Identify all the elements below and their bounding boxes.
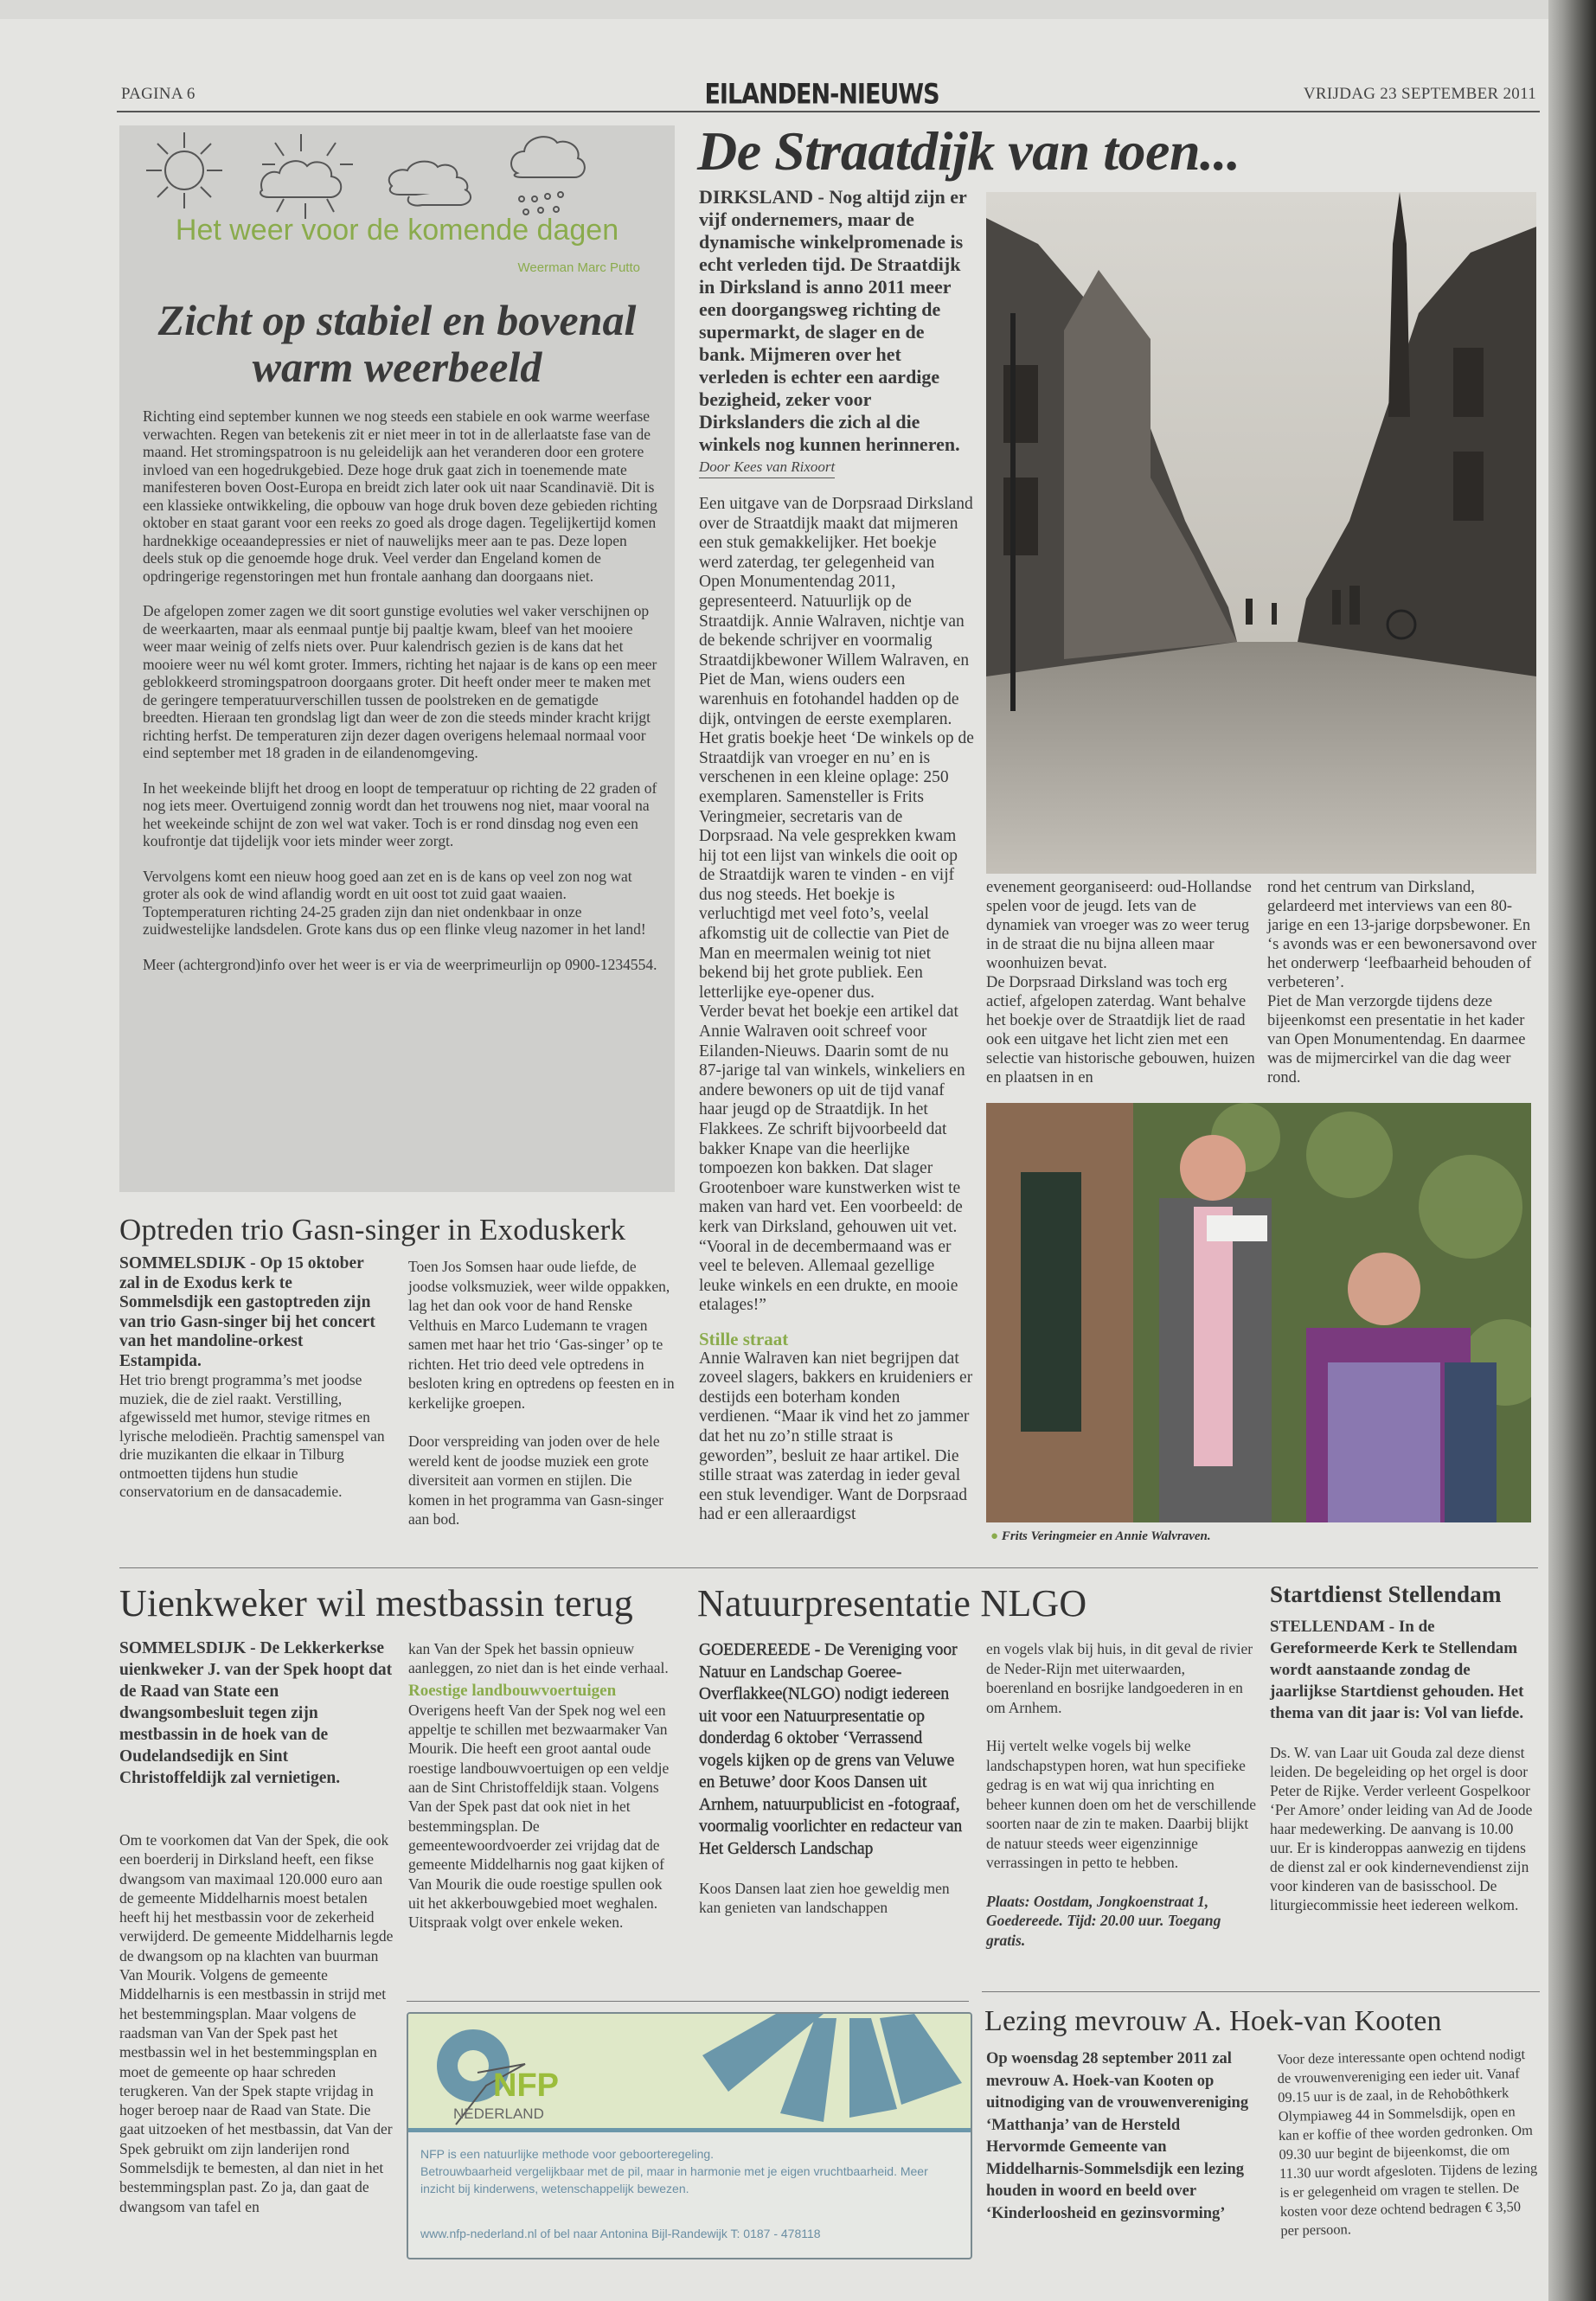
caption-text: Frits Veringmeier en Annie Walvraven. <box>1001 1529 1211 1543</box>
weather-article-body <box>143 407 657 973</box>
optreden-headline: Optreden trio Gasn-singer in Exoduskerk <box>119 1213 626 1247</box>
street-scene-image <box>986 192 1536 874</box>
paragraph: Piet de Man verzorgde tijdens deze bijeenkomst een presentatie in het kader van Open Monumentendag. En daarmee was de mijmercirkel van die dag weer rond. <box>1267 993 1526 1086</box>
weather-headline <box>119 297 675 390</box>
portrait-photo <box>986 1103 1531 1522</box>
section-divider <box>119 1567 1538 1568</box>
uienkweker-subhead: Roestige landbouwvoertuigen <box>408 1681 617 1700</box>
paragraph: Hij vertelt welke vogels bij welke landschapstypen horen, wat hun specifieke gedrag is en wat wij qua inrichting en beheer kunnen doen om het de verschillende soorten naar de zin te maken. Daarbij blijkt de natuur steeds weer eigenzinnige verrassingen in petto te hebben. <box>986 1737 1256 1871</box>
paragraph: Door verspreiding van joden over de hele wereld kent de joodse muziek een grote diversiteit aan vormen en stijlen. Die komen in het programma van Gasn-singer aan bod. <box>408 1433 663 1528</box>
straatdijk-byline: Door Kees van Rixoort <box>699 458 835 478</box>
paragraph: rond het centrum van Dirksland, gelardeerd met interviews van een 80-jarige en een 13-jarige dorpsbewoner. En ‘s avonds was er een bewonersavond over het onderwerp ‘leefbaarheid behouden of verbeteren’. <box>1267 879 1537 991</box>
paragraph: Het trio brengt programma’s met joodse muziek, die de ziel raakt. Verstilling, afgewisseld met humor, stevige ritmes en lyrische melodieën. Prachtig samenspel van drie muzikanten die elkaar in Tilburg ontmoetten tijdens hun studie conservatorium en de dansacademie. <box>119 1371 385 1500</box>
paragraph: Vervolgens komt een nieuw hoog goed aan zet en is de kans op veel zon nog wat groter als ook de wind aflandig wordt en uit oost tot zuid gaat waaien. Toptemperaturen richting 24-25 graden zijn dan niet ondenkbaar in onze zuidwestelijke landsdelen. Grote kans dus op een flinke vleug nazomer in het land! <box>143 867 646 938</box>
natuur-lead: GOEDEREEDE - De Vereniging voor Natuur en Landschap Goeree-Overflakkee(NLGO) nodigt iedereen uit voor een Natuurpresentatie op donderdag 6 oktober ‘Verrassend vogels kijken op de grens van Veluwe en Betuwe’ door Koos Dansen uit Arnhem, natuurpublicist en -fotograaf, voormalig voorlichter en redacteur van Het Geldersch Landschap <box>699 1641 963 1858</box>
paragraph: evenement georganiseerd: oud-Hollandse spelen voor de jeugd. Iets van de dynamiek van vroeger was zo weer terug in de straat die nu bijna alleen maar woonhuizen bevat. <box>986 879 1252 972</box>
masthead: EILANDEN-NIEUWS <box>704 78 939 112</box>
paragraph: Richting eind september kunnen we nog steeds een stabiele en ook warme weerfase verwachten. Regen van betekenis zit er niet meer in tot in de allerlaatste fase van de maand. Het stromingspatroon is nu geleidelijk aan het veranderen door een grotere invloed van een hogedrukgebied. Deze hoge druk gaat zich in toenemende mate manifesteren boven Oost-Europa en breidt zich later ook uit naar Scandinavië. Dit is een klassieke ontwikkeling, die opbouw van hoge druk boven deze gebieden richting oktober en staat garant voor een reeks zo goed als droge dagen. Tegelijkertijd komen hardnekkige oceaandepressies er niet of nauwelijks meer aan te pas. Deze lopen deels stuk op die genoemde hoge druk. Veel verder dan Engeland komen de opdringerige regenstoringen met hun frontale aanhang dan doorgaans niet. <box>143 407 657 585</box>
ad-line: NFP is een natuurlijke methode voor geboorteregeling. <box>420 2147 715 2161</box>
natuur-column-1 <box>699 1639 969 1917</box>
nfp-logo-subtext: NEDERLAND <box>453 2106 544 2122</box>
paragraph: In het weekeinde blijft het droog en loopt de temperatuur op richting de 22 graden of nog iets meer. Overtuigend zonnig wordt dan het trouwens nog niet, maar vooral na het weekeinde schijnt de zon wel wat vaker. Toch is er rond dinsdag nog even een koufrontje dat tijdelijk voor iets minder weer zorgt. <box>143 779 657 849</box>
ad-body <box>420 2145 957 2197</box>
paragraph: De Dorpsraad Dirksland was toch erg actief, afgelopen zaterdag. Want behalve het boekje over de Straatdijk liet de raad ook een uitgave het licht zien met een selectie van historische gebouwen, huizen en plaatsen in en <box>986 974 1255 1086</box>
paragraph: Het gratis boekje heet ‘De winkels op de Straatdijk van vroeger en nu’ en is verschenen in een kleine oplage: 250 exemplaren. Samensteller is Frits Veringmeier, secretaris van de Dorpsraad. Na vele gesprekken kwam hij tot een lijst van winkels die ooit op de Straatdijk waren te vinden - en vijf dus nog steeds. Het boekje is verluchtigd met veel foto’s, veelal afkomstig uit de collectie van Piet de Man en meermalen weinig tot niet bekend bij het grote publiek. Een letterlijke eye-opener dus. <box>699 729 974 1002</box>
photo-caption <box>990 1529 1211 1544</box>
page-binding-edge <box>1548 0 1596 2301</box>
paragraph: en vogels vlak bij huis, in dit geval de rivier de Neder-Rijn met uiterwaarden, boerenland en bosrijke landgoederen in en om Arnhem. <box>986 1640 1253 1716</box>
paragraph: Meer (achtergrond)info over het weer is er via de weerprimeurlijn op 0900-1234554. <box>143 955 657 973</box>
paragraph: De afgelopen zomer zagen we dit soort gunstige evoluties wel vaker verschijnen op de weerkaarten, maar als eenmaal puntje bij paaltje kwam, bleef van het mooiere weer maar weinig of zelfs niets over. Puur kalendrisch gezien is de kans dat het mooiere weer nu wél komt groter. Immers, richting het najaar is de kans op een meer geblokkeerd stromingspatroon doorgaans groter. Dit heeft onder meer te maken met de geringere temperatuurverschillen tussen de poolstreken en de gematigde breedten. Hieraan ten grondslag ligt dan weer de zon die steeds minder kracht krijgt richting herfst. De temperaturen zijn dezer dagen overigens helemaal normaal voor eind september met 18 graden in de eilandenomgeving. <box>143 602 657 761</box>
weather-headline-line1: Zicht op stabiel en bovenal <box>157 296 637 344</box>
straatdijk-headline: De Straatdijk van toen... <box>697 120 1240 182</box>
section-divider <box>982 1991 1540 1992</box>
lezing-lead: Op woensdag 28 september 2011 zal mevrouw A. Hoek-van Kooten op uitnodiging van de vrouwenvereniging ‘Matthanja’ van de Hersteld Hervormde Gemeente van Middelharnis-Sommelsdijk een lezing houden in woord en beeld over ‘Kinderloosheid en gezinsvorming’ <box>986 2050 1249 2222</box>
weather-headline-line2: warm weerbeeld <box>252 343 542 391</box>
natuur-headline: Natuurpresentatie NLGO <box>697 1582 1087 1625</box>
uienkweker-lead: SOMMELSDIJK - De Lekkerkerkse uienkweker J. van der Spek hoopt dat de Raad van State een dwangsombesluit tegen zijn mestbassin in de hoek van de Oudelandsedijk en Sint Christoffeldijk zal vernietigen. <box>119 1639 393 1787</box>
optreden-lead: SOMMELSDIJK - Op 15 oktober zal in de Exodus kerk te Sommelsdijk een gastoptreden zijn van trio Gasn-singer bij het concert van het mandoline-orkest Estampida. <box>119 1254 375 1370</box>
rain-cloud-icon <box>511 137 585 215</box>
paragraph: Overigens heeft Van der Spek nog wel een appeltje te schillen met bezwaarmaker Van Mourik. Die heeft een groot aantal oude roestige landbouwvoertuigen op een veldje aan de Sint Christoffeldijk staan. Volgens Van der Spek past dat ook niet in het bestemmingsplan. De gemeentewoordvoerder zei vrijdag dat de gemeente Middelharnis nog gaat kijken of Van Mourik die oude roestige spullen ook uit het akkerbouwgebied moet weghalen. Uitspraak volgt over enkele weken. <box>408 1701 670 1932</box>
fan-graphic-icon <box>694 2014 971 2126</box>
startdienst-lead: STELLENDAM - In de Gereformeerde Kerk te Stellendam wordt aanstaande zondag de jaarlijkse Startdienst gehouden. Het thema van dit jaar is: Vol van liefde. <box>1270 1618 1524 1722</box>
sun-cloud-icon <box>260 134 353 219</box>
uienkweker-column-1 <box>119 1638 394 2216</box>
paragraph: kan Van der Spek het bassin opnieuw aanleggen, zo niet dan is het einde verhaal. <box>408 1640 669 1677</box>
paragraph: Ds. W. van Laar uit Gouda zal deze dienst leiden. De begeleiding op het orgel is door Peter de Rijke. Verder verleent Gospelkoor ‘Per Amore’ onder leiding van Ad de Joode haar medewerking. De aanvang is 10.00 uur. Er is kinderoppas aanwezig en tijdens de dienst zal er ook kindernevendienst zijn voor kinderen van de basisschool. De liturgiecommissie heet iedereen welkom. <box>1270 1744 1533 1913</box>
page-number: PAGINA 6 <box>121 85 195 103</box>
optreden-column-2 <box>408 1257 676 1529</box>
paragraph: Koos Dansen laat zien hoe geweldig men kan genieten van landschappen <box>699 1880 950 1916</box>
caption-bullet-icon: ● <box>990 1529 999 1543</box>
lezing-body: Voor deze interessante open ochtend nodigt de vrouwenvereniging een ieder uit. Vanaf 09.15 uur is de zaal, in de Rehobôthkerk Olympiaweg 44 in Sommelsdijk, open en kan er koffie of thee worden gedronken. Om 09.30 uur begint de bijeenkomst, die om 11.30 uur wordt afgesloten. Tijdens de lezing is er gelegenheid om vragen te stellen. De kosten voor deze ochtend bedragen € 3,50 per persoon. <box>1277 2045 1538 2239</box>
straatdijk-column-3 <box>1267 878 1537 1087</box>
event-info: Plaats: Oostdam, Jongkoenstraat 1, Goedereede. Tijd: 20.00 uur. Toegang gratis. <box>986 1892 1221 1949</box>
startdienst-body <box>1270 1616 1538 1914</box>
people-image <box>986 1103 1531 1522</box>
ad-line: Betrouwbaarheid vergelijkbaar met de pil, maar in harmonie met je eigen vruchtbaarheid. Meer inzicht bij kinderwens, wetenschappelijk bewezen. <box>420 2164 928 2195</box>
weather-author: Weerman Marc Putto <box>517 260 640 275</box>
natuur-column-2 <box>986 1639 1256 1950</box>
historic-street-photo <box>986 192 1536 874</box>
paragraph: Een uitgave van de Dorpsraad Dirksland over de Straatdijk maakt dat mijmeren een stuk gemakkelijker. Het boekje werd zaterdag, ter gelegenheid van Open Monumentendag 2011, gepresenteerd. Natuurlijk op de Straatdijk. Annie Walraven, nichtje van de bekende schrijver en voormalig Straatdijkbewoner Willem Walraven, en Piet de Man, wiens ouders een warenhuis en fotohandel hadden op de dijk, ontvingen de eerste exemplaren. <box>699 495 973 728</box>
weather-kicker: Het weer voor de komende dagen <box>175 214 619 247</box>
nfp-logo-text: NFP <box>493 2067 559 2104</box>
ad-divider <box>407 2001 969 2002</box>
paragraph: Om te voorkomen dat Van der Spek, die ook een boerderij in Dirksland heeft, een fikse dwangsom van maximaal 120.000 euro aan de gemeente Middelharnis moest betalen heeft hij het mestbassin voor de zekerheid verwijderd. De gemeente Middelharnis legde de dwangsom op na klachten van buurman Van Mourik. Volgens de gemeente Middelharnis is een mestbassin in strijd met het bestemmingsplan. Maar volgens de raadsman van Van der Spek past het mestbassin wel in het bestemmingsplan en moet de gemeente op haar schreden terugkeren. Van der Spek stapte vrijdag in hoger beroep naar de Raad van State. Die gaat uitzoeken of het mestbassin, dat Van der Spek gebruikt om zijn landerijen rond Sommelsdijk te bemesten, al dan niet in het bestemmingsplan past. Zo ja, dan gaat de dwangsom van tafel en <box>119 1831 394 2215</box>
ad-stripe <box>408 2128 971 2132</box>
startdienst-headline: Startdienst Stellendam <box>1270 1581 1502 1607</box>
issue-date: VRIJDAG 23 SEPTEMBER 2011 <box>1303 85 1536 103</box>
cloud-icon <box>389 162 471 206</box>
lezing-headline: Lezing mevrouw A. Hoek-van Kooten <box>984 2005 1442 2037</box>
nfp-advertisement[interactable] <box>407 2012 972 2259</box>
optreden-column-1 <box>119 1254 388 1502</box>
uienkweker-column-2 <box>408 1639 678 1932</box>
straatdijk-body <box>699 495 974 1525</box>
uienkweker-headline: Uienkweker wil mestbassin terug <box>119 1582 633 1625</box>
straatdijk-lead: DIRKSLAND - Nog altijd zijn er vijf ondernemers, maar de dynamische winkelpromenade is echt verleden tijd. De Straatdijk in Dirksland is anno 2011 meer een doorgangsweg richting de supermarkt, de slager en de bank. Mijmeren over het verleden is echter een aardige bezigheid, zeker voor Dirkslanders die zich al die winkels nog kunnen herinneren. <box>699 186 967 455</box>
ad-contact[interactable]: www.nfp-nederland.nl of bel naar Antonina Bijl-Randewijk T: 0187 - 478118 <box>420 2227 821 2240</box>
sun-icon <box>146 132 222 208</box>
header-rule <box>117 111 1540 112</box>
paragraph: Annie Walraven kan niet begrijpen dat zoveel slagers, bakkers en kruideniers er destijds een boterham konden verdienen. “Maar ik vind het zo jammer dat het nu zo’n stille straat is geworden”, besluit ze haar artikel. Die stille straat was zaterdag in ieder geval een stuk levendiger. Want de Dorpsraad had er een alleraardigst <box>699 1349 973 1524</box>
weather-box <box>119 125 675 1192</box>
straatdijk-subhead: Stille straat <box>699 1328 789 1349</box>
paragraph: Verder bevat het boekje een artikel dat Annie Walraven ooit schreef voor Eilanden-Nieuws. Daarin somt de nu 87-jarige tal van winkels, winkeliers en andere bewoners op uit de tijd vanaf haar jeugd op de Straatdijk. In het Flakkees. Ze schrift bijvoorbeeld dat bakker Knape van die heerlijke tompoezen kon bakken. Dat slager Grootenboer ware kunstwerken wist te maken van hard vet. Een voorbeeld: de kerk van Dirksland, gehouwen uit vet. “Vooral in de decembermaand was er veel te beleven. Allemaal gezellige leuke winkels en een drukte, en mooie etalages!” <box>699 1003 965 1315</box>
paragraph: Toen Jos Somsen haar oude liefde, de joodse volksmuziek, weer wilde oppakken, lag het dan ook voor de hand Renske Velthuis en Marco Ludemann te vragen samen met haar het trio ‘Gas-singer’ op te richten. Het trio deed vele optredens in besloten kring en optredens op feesten en in kerkelijke groepen. <box>408 1258 675 1412</box>
straatdijk-column-2 <box>986 878 1256 1087</box>
